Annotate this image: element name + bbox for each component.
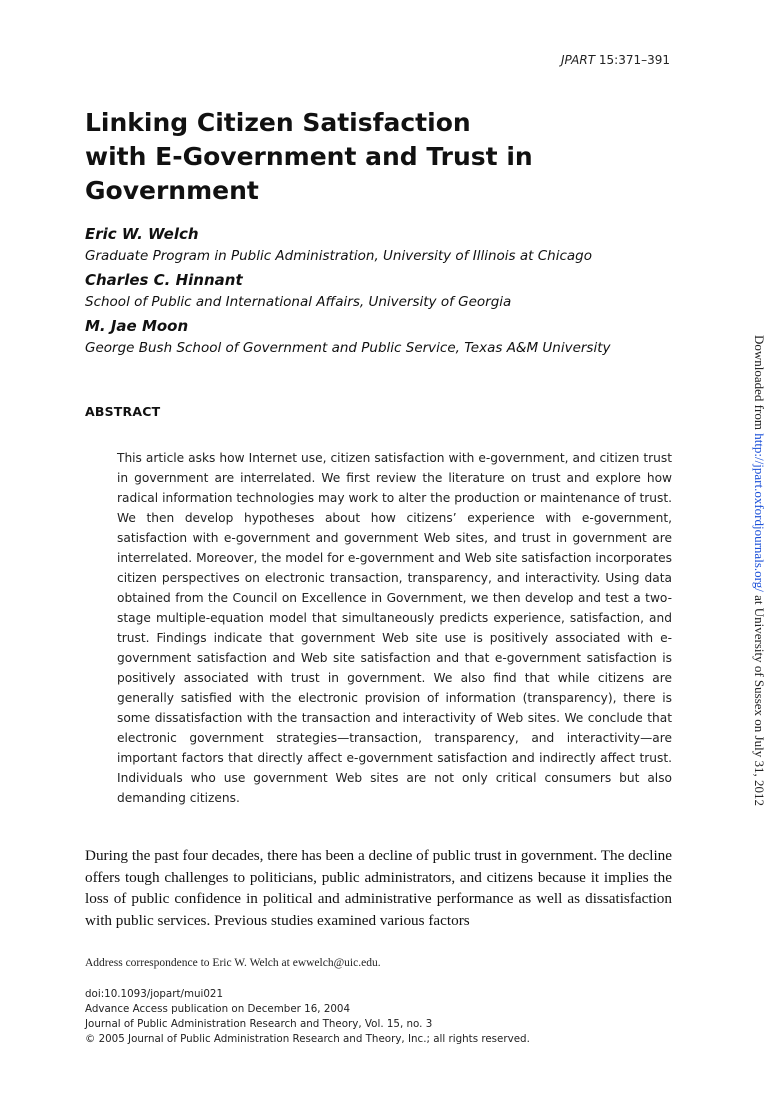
download-stamp — [750, 335, 768, 806]
author-name: Eric W. Welch — [85, 225, 199, 243]
publication-info — [85, 987, 530, 1047]
title-line-2: with E-Government and Trust in — [85, 142, 533, 171]
doi: doi:10.1093/jopart/mui021 — [85, 988, 224, 1000]
intro-paragraph: During the past four decades, there has been a decline of public trust in government. The decline offers tough challenges to politicians, public administrators, and citizens because it implies the loss of public confidence in political and administrative performance as well as dissatisfaction with public services. Previous studies examined various factors — [85, 847, 672, 929]
article-title — [85, 106, 585, 208]
author-affiliation: George Bush School of Government and Public Service, Texas A&M University — [85, 340, 611, 356]
author-list — [85, 224, 685, 362]
title-line-1: Linking Citizen Satisfaction — [85, 108, 471, 137]
author-affiliation: School of Public and International Affairs, University of Georgia — [85, 294, 512, 310]
author-affiliation: Graduate Program in Public Administration, University of Illinois at Chicago — [85, 248, 592, 264]
copyright: © 2005 Journal of Public Administration Research and Theory, Inc.; all rights reserved. — [85, 1033, 530, 1045]
author-name: Charles C. Hinnant — [85, 271, 243, 289]
title-line-3: Government — [85, 176, 259, 205]
download-suffix: at University of Sussex on July 31, 2012 — [752, 591, 767, 806]
journal-info: Journal of Public Administration Research and Theory, Vol. 15, no. 3 — [85, 1018, 433, 1030]
abstract-text: This article asks how Internet use, citizen satisfaction with e-government, and citizen trust in government are interrelated. We first review the literature on trust and explore how radical information technologies may work to alter the production or maintenance of trust. We then develop hypotheses about how citizens’ experience with e-government, satisfaction with e-government and government Web sites, and trust in government are interrelated. Moreover, the model for e-government and Web site satisfaction incorporates citizen perspectives on electronic transaction, transparency, and interactivity. Using data obtained from the Council on Excellence in Government, we then develop and test a two-stage multiple-equation model that simultaneously predicts experience, satisfaction, and trust. Findings indicate that government Web site use is positively associated with e-government satisfaction and Web site satisfaction and that e-government satisfaction is positively associated with trust in government. We also find that while citizens are generally satisfied with the electronic provision of information (transparency), there is some dissatisfaction with the transaction and interactivity of Web sites. We conclude that electronic government strategies—transaction, transparency, and interactivity—are important factors that directly affect e-government satisfaction and indirectly affect trust. Individuals who use government Web sites are not only critical consumers but also demanding citizens. — [117, 451, 672, 805]
author-name: M. Jae Moon — [85, 317, 189, 335]
abstract-heading: ABSTRACT — [85, 404, 161, 419]
journal-abbrev: JPART — [560, 53, 596, 67]
journal-link[interactable]: http://jpart.oxfordjournals.org/ — [752, 433, 767, 592]
running-header — [540, 53, 670, 67]
download-prefix: Downloaded from — [752, 335, 767, 434]
correspondence-note: Address correspondence to Eric W. Welch at ewwelch@uic.edu. — [85, 957, 381, 969]
page-range: 15:371–391 — [598, 53, 670, 67]
advance-access: Advance Access publication on December 16, 2004 — [85, 1003, 351, 1015]
